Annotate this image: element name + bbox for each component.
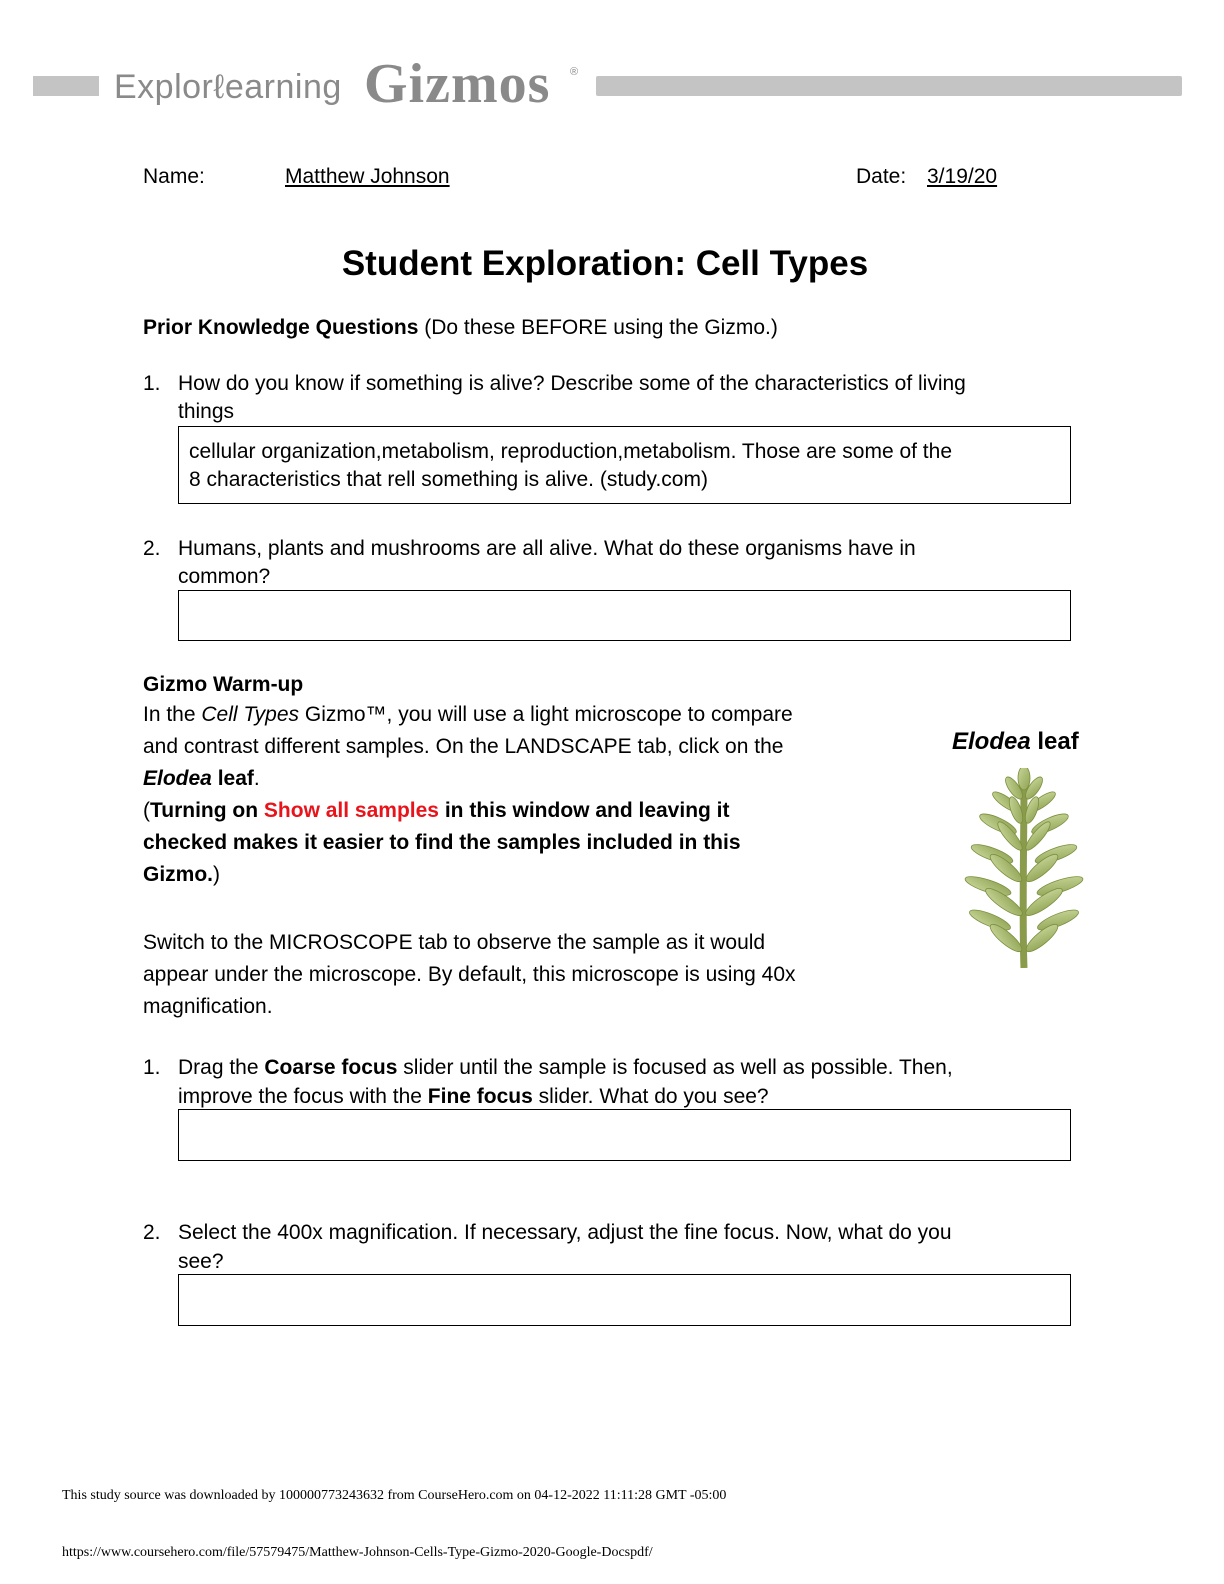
p2-show-all-samples: Show all samples	[263, 799, 439, 822]
p2-turning-on: Turning on	[150, 799, 264, 822]
p1-period: .	[253, 767, 260, 790]
warmup-heading: Gizmo Warm-up	[143, 673, 304, 696]
prior-heading-bold: Prior Knowledge Questions	[143, 316, 419, 339]
s1-text-f: slider. What do you see?	[532, 1085, 769, 1108]
prior-heading-note: (Do these BEFORE using the Gizmo.)	[418, 316, 778, 339]
p1-text-a: In the	[143, 703, 202, 726]
s2-line1: Select the 400x magnification. If necessary, adjust the fine focus. Now, what do you	[178, 1221, 952, 1244]
header-bar-left	[33, 76, 99, 96]
warmup-p1-line3	[143, 763, 793, 795]
warmup-p1-line2: and contrast different samples. On the LANDSCAPE tab, click on the	[143, 735, 784, 758]
s1-text-d: improve the focus with the	[178, 1085, 428, 1108]
figure-label	[952, 728, 1079, 756]
warmup-p3-line2: appear under the microscope. By default, this microscope is using 40x	[143, 963, 796, 986]
warmup-p2-line3	[143, 859, 793, 891]
name-label: Name:	[143, 165, 205, 188]
p1-leaf: leaf	[211, 767, 254, 790]
q2-line1: Humans, plants and mushrooms are all alive. What do these organisms have in	[178, 537, 916, 560]
header-bar-right	[596, 76, 1182, 96]
p2-gizmo: Gizmo.	[143, 863, 214, 886]
s1-text-a: Drag the	[178, 1056, 265, 1079]
page-title: Student Exploration: Cell Types	[341, 244, 869, 283]
warmup-p3-line1: Switch to the MICROSCOPE tab to observe the sample as it would	[143, 931, 766, 954]
q2-line2: common?	[178, 565, 271, 588]
q2-number: 2.	[143, 537, 161, 560]
q1-answer-line2: 8 characteristics that rell something is alive. (study.com)	[189, 468, 708, 491]
s1-text-c: slider until the sample is focused as well as possible. Then,	[397, 1056, 953, 1079]
s1-fine-focus: Fine focus	[427, 1085, 533, 1108]
s2-line2: see?	[178, 1250, 224, 1273]
q1-answer-box[interactable]	[178, 426, 1071, 504]
brand-registered-mark: ®	[570, 66, 579, 78]
s1-line2	[178, 1082, 769, 1111]
warmup-p1-line1	[143, 699, 793, 731]
s1-line1	[178, 1053, 953, 1082]
q1-line2: things	[178, 400, 235, 423]
q2-answer-box[interactable]	[178, 590, 1071, 641]
q1-number: 1.	[143, 372, 161, 395]
brand-gizmos: Gizmos	[364, 53, 551, 115]
s1-answer-box[interactable]	[178, 1109, 1071, 1161]
q1-line1: How do you know if something is alive? Describe some of the characteristics of living	[178, 372, 966, 395]
warmup-p3-line3: magnification.	[143, 995, 273, 1018]
warmup-paragraph-3	[143, 927, 796, 1023]
prior-knowledge-heading	[143, 313, 778, 342]
figure-label-leaf: leaf	[1030, 728, 1079, 755]
name-value: Matthew Johnson	[285, 165, 450, 188]
warmup-p2-line1	[143, 795, 793, 827]
warmup-p2-line2: checked makes it easier to find the samples included in this	[143, 831, 741, 854]
q1-answer-line1: cellular organization,metabolism, reproduction,metabolism. Those are some of the	[189, 440, 952, 463]
p2-rest: in this window and leaving it	[439, 799, 730, 822]
footer-source-text: This study source was downloaded by 100000773243632 from CourseHero.com on 04-12-2022 11:11:28 GMT -05:00	[62, 1488, 727, 1503]
figure-label-elodea: Elodea	[952, 728, 1031, 755]
elodea-plant-image	[958, 768, 1090, 968]
s1-number: 1.	[143, 1056, 161, 1079]
brand-explorelearning: Explorℓearning	[114, 68, 342, 106]
date-label: Date:	[856, 165, 907, 188]
p2-open-paren: (	[143, 799, 150, 822]
s2-answer-box[interactable]	[178, 1274, 1071, 1326]
p2-close-paren: )	[213, 863, 221, 886]
warmup-paragraph-1	[143, 699, 793, 891]
p1-elodea: Elodea	[143, 767, 212, 790]
date-value: 3/19/20	[927, 165, 998, 188]
p1-text-c: Gizmo™, you will use a light microscope to compare	[299, 703, 793, 726]
s2-number: 2.	[143, 1221, 161, 1244]
s1-coarse-focus: Coarse focus	[264, 1056, 398, 1079]
p1-cell-types: Cell Types	[201, 703, 300, 726]
footer-url-link[interactable]: https://www.coursehero.com/file/57579475/Matthew-Johnson-Cells-Type-Gizmo-2020-Google-Docspdf/	[62, 1545, 653, 1560]
